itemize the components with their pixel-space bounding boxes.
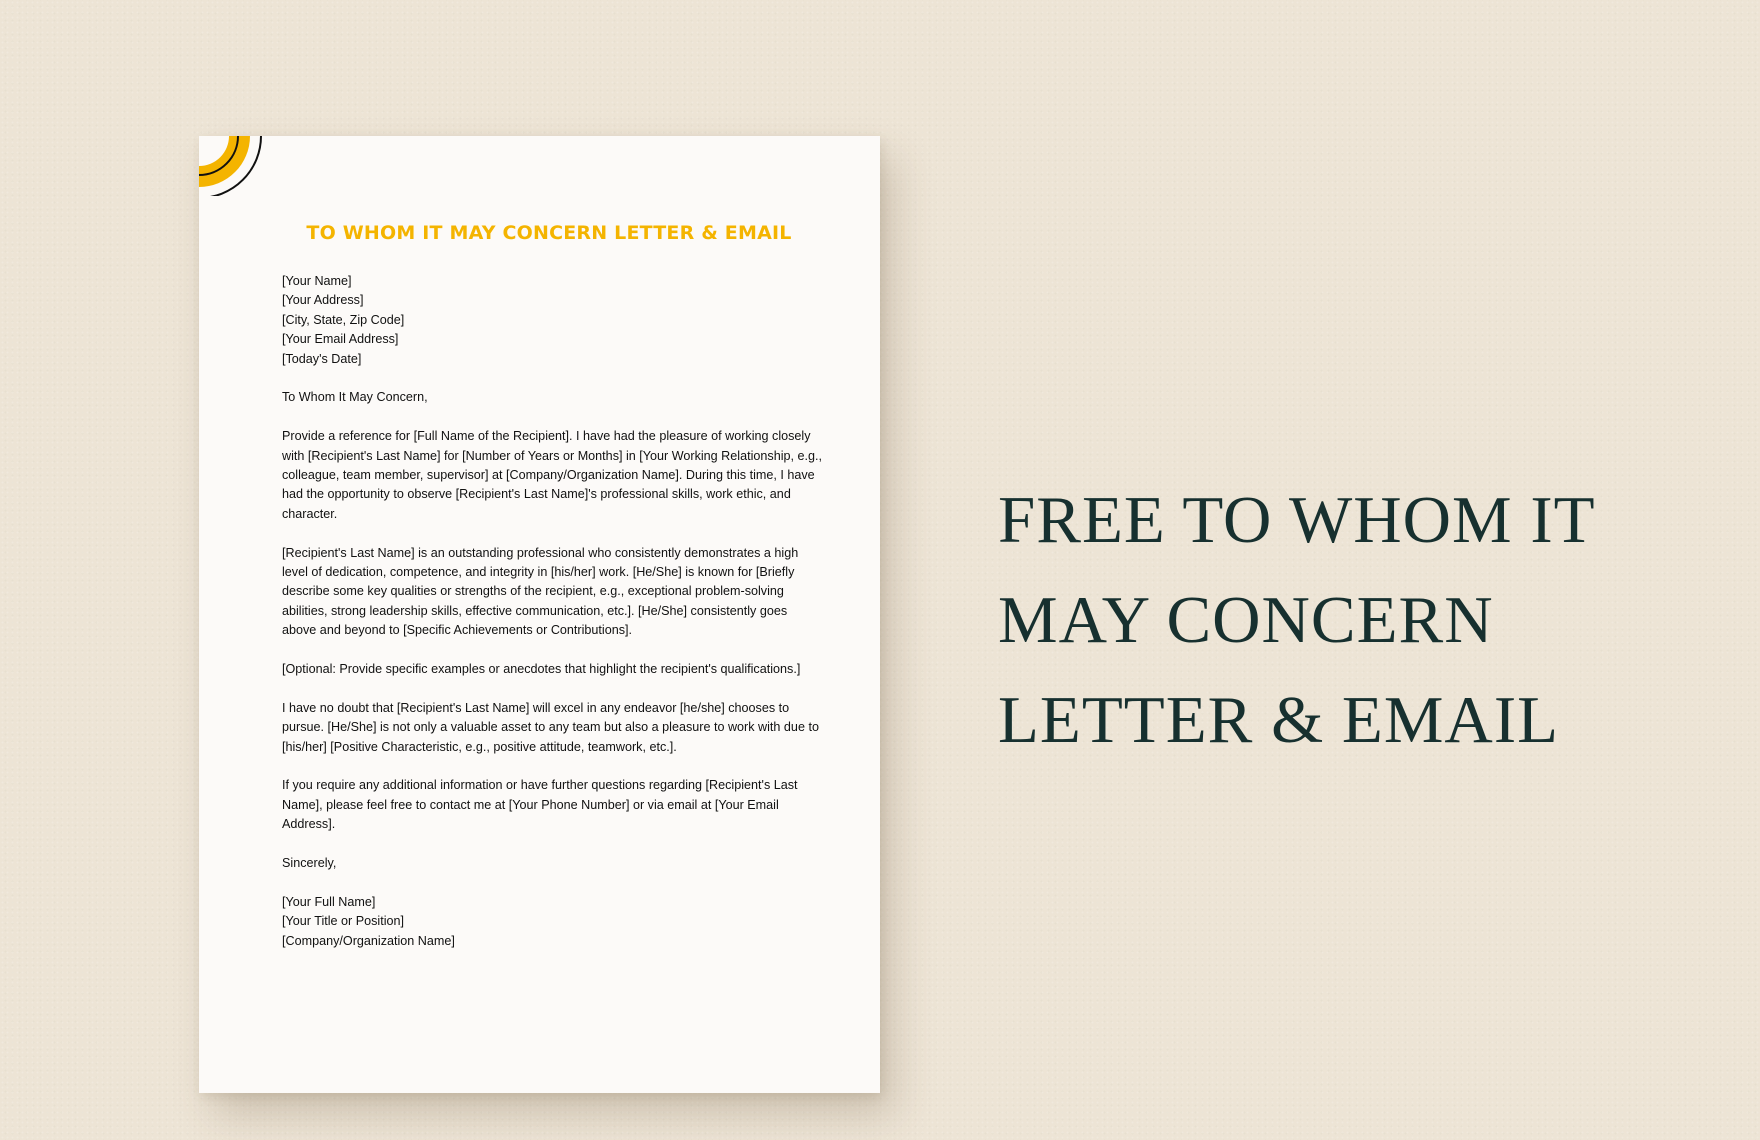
headline-line-1: FREE TO WHOM IT bbox=[998, 483, 1596, 557]
sender-address: [Your Address] bbox=[282, 293, 364, 308]
promo-headline bbox=[998, 470, 1718, 770]
headline-line-3: LETTER & EMAIL bbox=[998, 683, 1560, 757]
letter-paper bbox=[199, 136, 880, 1093]
corner-arc-decoration bbox=[199, 136, 269, 196]
closing: Sincerely, bbox=[282, 856, 337, 871]
sender-email: [Your Email Address] bbox=[282, 332, 399, 347]
signature-title: [Your Title or Position] bbox=[282, 914, 405, 929]
paragraph-recommendation: I have no doubt that [Recipient's Last Name] will excel in any endeavor [he/she] chooses to pursue. [He/She] is not only a valuable asset to any team but also a pleasure to work with due to [his/her] [Positive Characteristic, e.g., positive attitude, teamwork, etc.]. bbox=[282, 700, 819, 754]
letter-title: TO WHOM IT MAY CONCERN LETTER & EMAIL bbox=[306, 222, 792, 244]
signature-company: [Company/Organization Name] bbox=[282, 933, 455, 948]
paragraph-optional-examples: [Optional: Provide specific examples or anecdotes that highlight the recipient's qualifications.] bbox=[282, 662, 801, 677]
paragraph-introduction: Provide a reference for [Full Name of the Recipient]. I have had the pleasure of working closely with [Recipient's Last Name] for [Number of Years or Months] in [Your Working Relationship, e.g., colleague, team member, supervisor] at [Company/Organization Name]. During this time, I have had the opportunity to observe [Recipient's Last Name]'s professional skills, work ethic, and character. bbox=[282, 429, 822, 521]
letter-date: [Today's Date] bbox=[282, 351, 362, 366]
signature-block bbox=[282, 893, 822, 951]
sender-block bbox=[282, 272, 822, 369]
signature-full-name: [Your Full Name] bbox=[282, 894, 376, 909]
letter-body bbox=[282, 272, 822, 970]
salutation: To Whom It May Concern, bbox=[282, 390, 428, 405]
sender-name: [Your Name] bbox=[282, 274, 352, 288]
headline-line-2: MAY CONCERN bbox=[998, 583, 1494, 657]
paragraph-contact: If you require any additional information or have further questions regarding [Recipient's Last Name], please feel free to contact me at [Your Phone Number] or via email at [Your Email Address]. bbox=[282, 778, 798, 832]
paragraph-qualities: [Recipient's Last Name] is an outstanding professional who consistently demonstrates a high level of dedication, competence, and integrity in [his/her] work. [He/She] is known for [Briefly describe some key qualities or strengths of the recipient, e.g., exceptional problem-solving abilities, strong leadership skills, effective communication, etc.]. [He/She] consistently goes above and beyond to [Specific Achievements or Contributions]. bbox=[282, 545, 799, 638]
sender-city-state-zip: [City, State, Zip Code] bbox=[282, 312, 405, 327]
